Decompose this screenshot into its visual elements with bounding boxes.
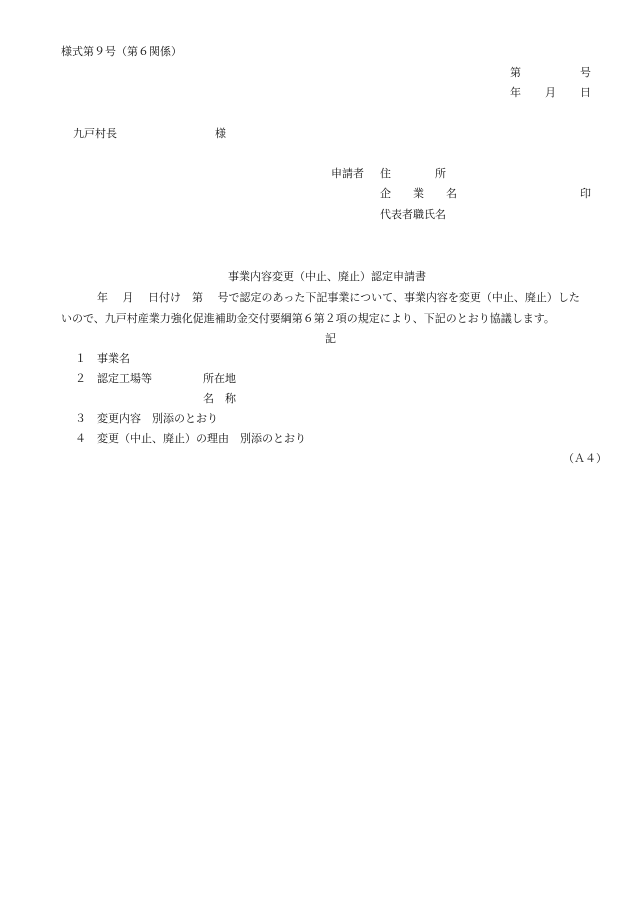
item-text-business-name: 事業名 — [97, 352, 130, 365]
date-day-label: 日 — [580, 86, 591, 99]
applicant-label: 申請者 — [331, 167, 364, 180]
addressee-name: 九戸村長 — [73, 127, 117, 140]
item-text-change-content: 変更内容 別添のとおり — [97, 412, 218, 425]
item-text-certified-factory: 認定工場等 — [97, 372, 152, 385]
item-number-2: ２ — [75, 372, 86, 385]
body-text-line-2: いので、九戸村産業力強化促進補助金交付要綱第６第２項の規定により、下記のとおり協議します。 — [61, 312, 555, 325]
item-sub-location: 所在地 — [203, 372, 236, 385]
form-number: 様式第９号（第６関係） — [61, 45, 182, 58]
applicant-address-label: 住 所 — [380, 167, 446, 180]
applicant-company-label: 企 業 名 — [380, 187, 457, 200]
applicant-representative-label: 代表者職氏名 — [380, 208, 446, 221]
date-year-label: 年 — [510, 86, 521, 99]
item-number-4: ４ — [75, 432, 86, 445]
addressee-honorific: 様 — [215, 127, 226, 140]
body-text-line-1: 年 月 日付け 第 号で認定のあった下記事業について、事業内容を変更（中止、廃止）した — [97, 291, 580, 304]
ki-heading: 記 — [325, 332, 336, 345]
item-sub-name: 名 称 — [203, 392, 236, 405]
document-number-suffix: 号 — [580, 66, 591, 79]
date-month-label: 月 — [545, 86, 556, 99]
document-number-label: 第 — [510, 66, 521, 79]
document-title: 事業内容変更（中止、廃止）認定申請書 — [228, 270, 426, 283]
item-number-1: １ — [75, 352, 86, 365]
item-number-3: ３ — [75, 412, 86, 425]
seal-mark: 印 — [580, 187, 591, 200]
paper-size-note: （Ａ４） — [563, 452, 607, 465]
item-text-change-reason: 変更（中止、廃止）の理由 別添のとおり — [97, 432, 306, 445]
